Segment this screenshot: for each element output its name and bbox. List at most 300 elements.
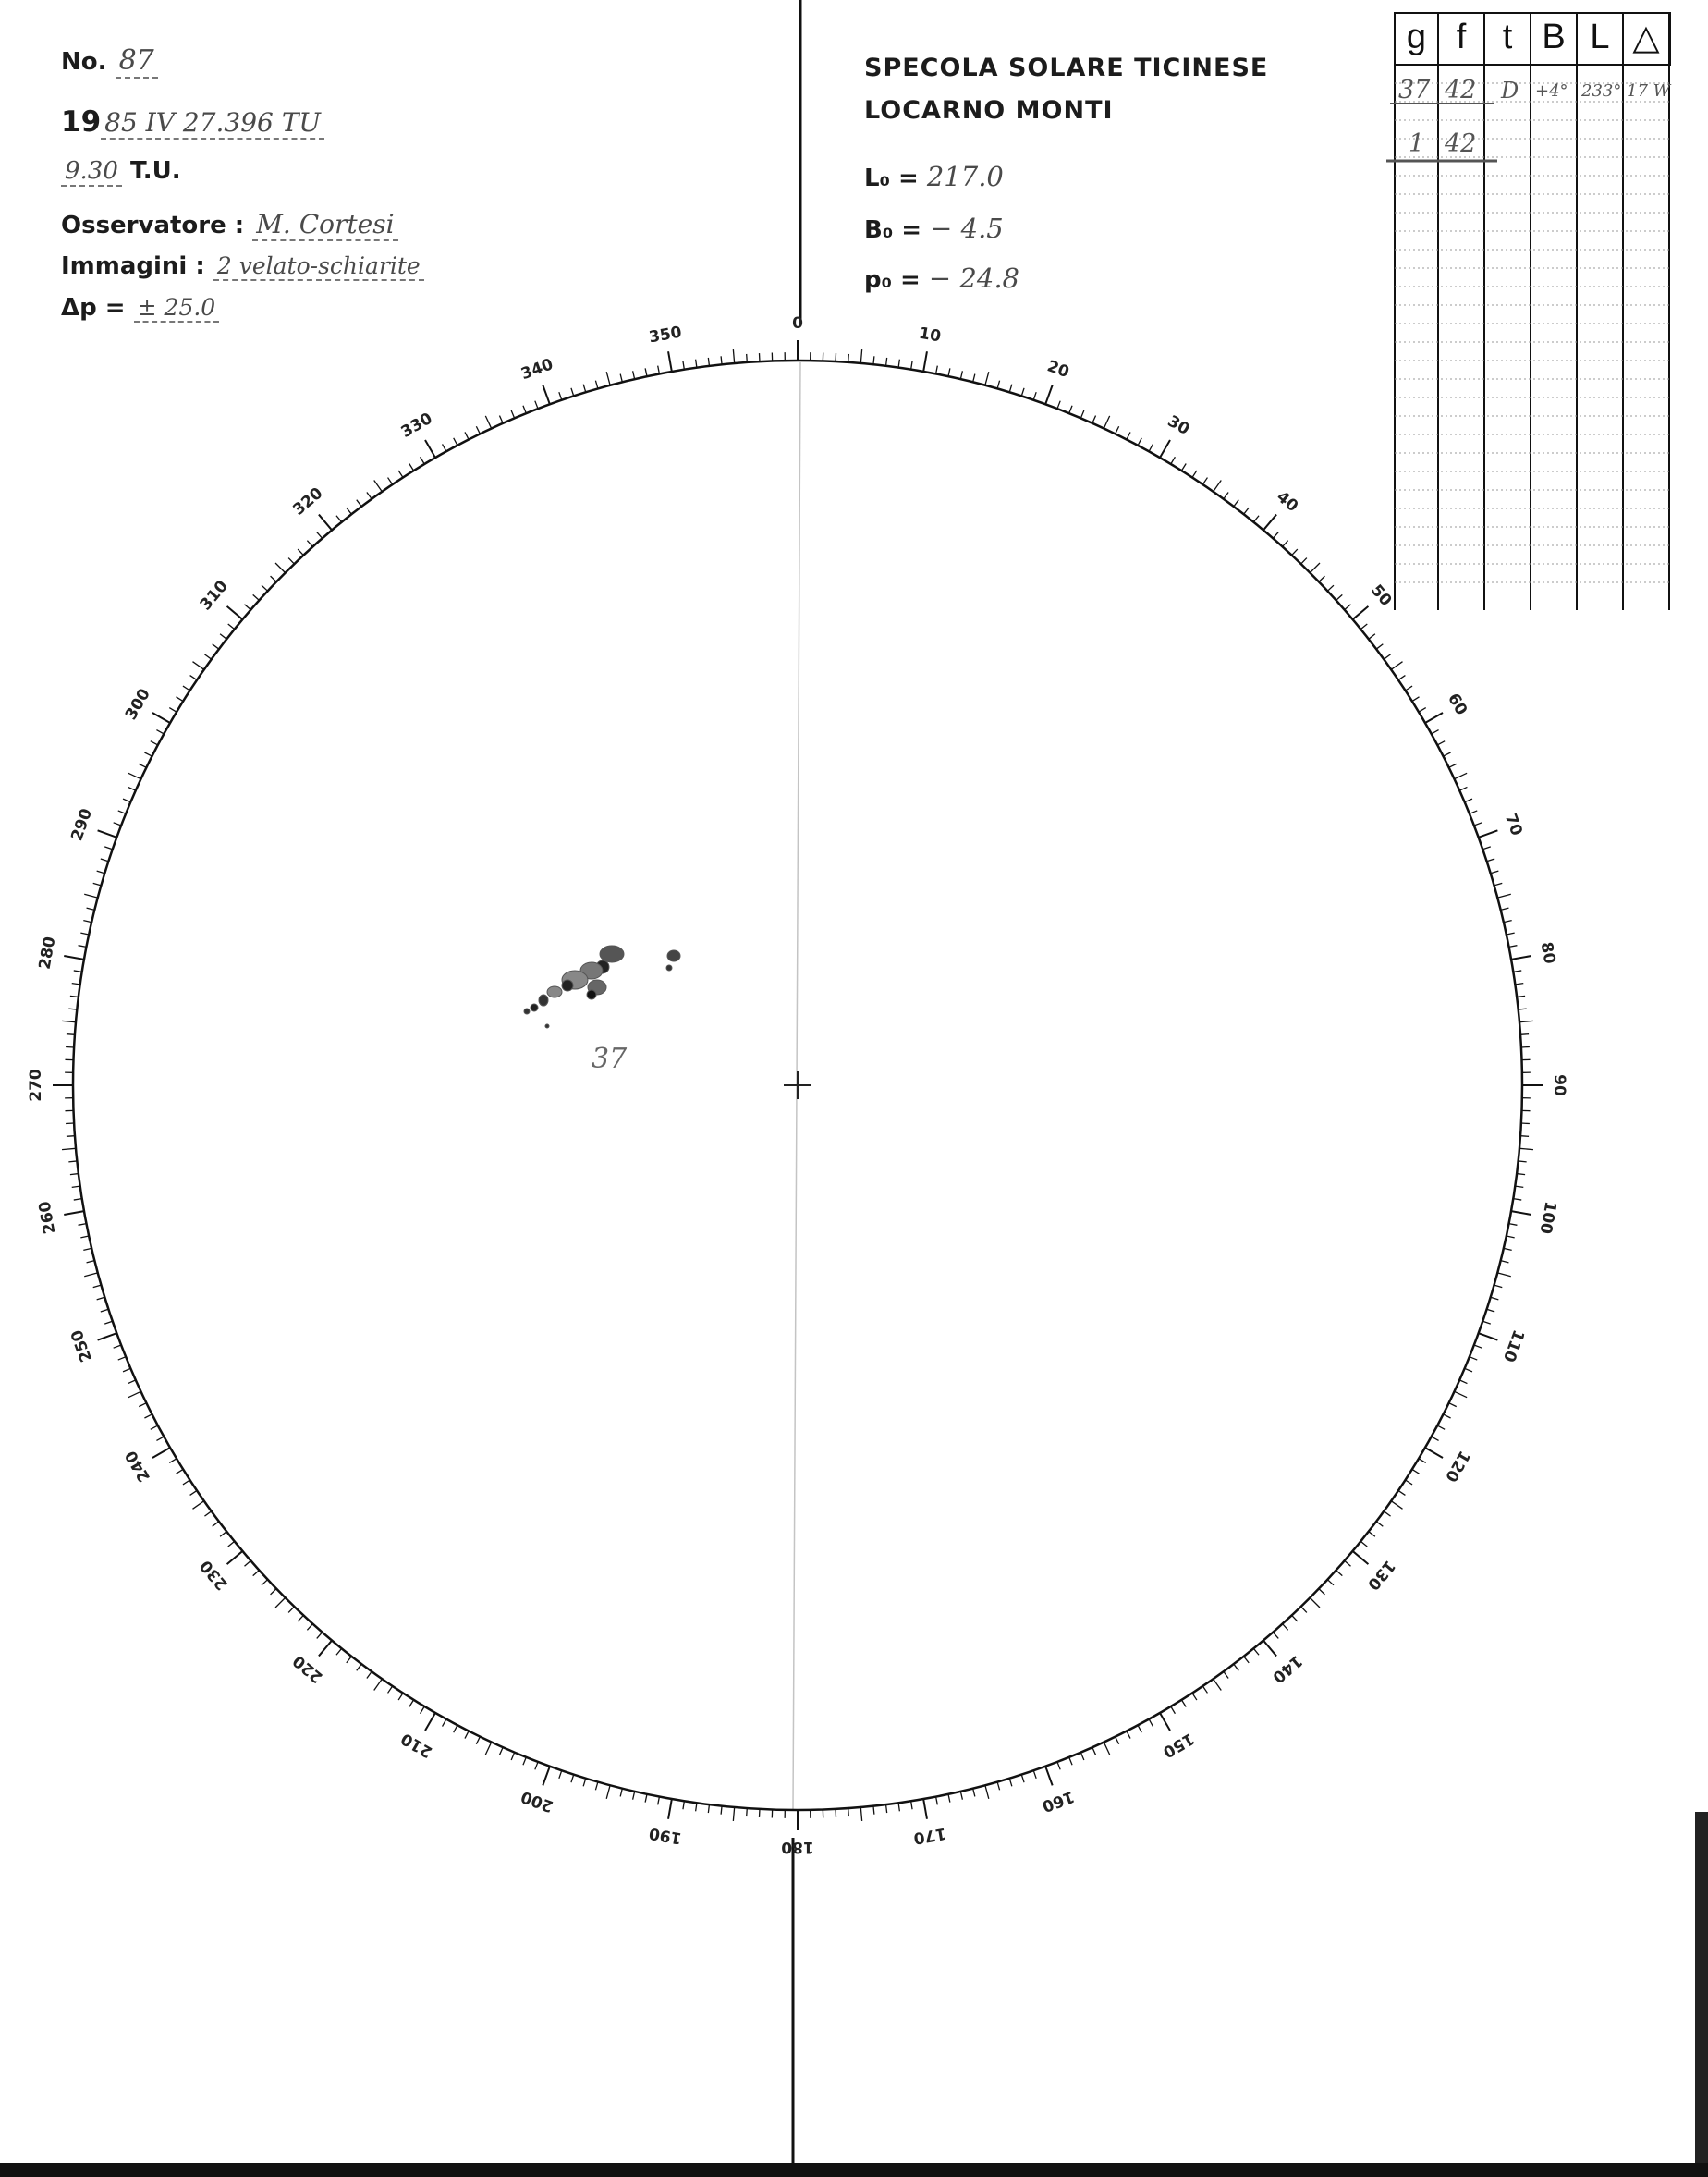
angle-label: 190 [647,1823,684,1848]
angle-tick [1449,1403,1457,1407]
angle-tick [543,1767,550,1786]
date-handwritten: 85 IV 27.396 TU [101,107,324,140]
angle-tick [80,1236,89,1238]
sunspot [600,946,624,962]
angle-tick [1138,438,1141,446]
angle-tick [1384,1511,1390,1516]
angle-tick [747,354,748,362]
angle-label: 140 [1268,1651,1306,1687]
angle-tick [1092,416,1096,423]
angle-tick [245,605,251,610]
angle-tick [923,1799,927,1819]
angle-tick [409,463,414,471]
L0-label: L₀ = [864,165,919,192]
angle-label: 280 [35,935,60,972]
angle-tick [1069,406,1072,413]
angle-tick [485,1743,491,1755]
angle-tick [156,730,164,734]
row1-B: +4° [1535,81,1568,101]
angle-tick [1336,594,1343,600]
angle-tick [645,1794,647,1803]
angle-tick [357,1664,361,1670]
angle-tick [1398,676,1405,680]
angle-tick [747,1808,748,1816]
angle-tick [213,1522,219,1526]
angle-tick [948,368,950,376]
angle-tick [886,1804,887,1813]
angle-tick [708,358,709,366]
angle-tick [595,1782,597,1791]
angle-tick [347,508,352,514]
angle-tick [84,894,97,898]
angle-tick [1033,1770,1036,1779]
angle-label: 300 [121,685,154,724]
angle-tick [192,1501,203,1510]
angle-tick [443,444,446,451]
angle-tick [733,1807,734,1821]
angle-tick [1069,1757,1072,1765]
angle-tick [873,356,874,364]
angle-tick [633,1792,635,1800]
angle-tick [1244,508,1250,514]
angle-tick [1497,1273,1510,1277]
images-label: Immagini : [61,252,205,280]
angle-tick [936,1797,938,1805]
angle-tick [144,1414,152,1418]
time-line [61,157,181,185]
angle-tick [1501,1261,1509,1263]
angle-tick [1470,1357,1477,1360]
angle-tick [633,371,635,379]
delta-line [61,294,219,322]
angle-tick [144,752,152,756]
angle-tick [398,471,403,478]
angle-tick [104,847,113,850]
B0-line [864,213,1004,244]
angle-tick [696,1803,697,1811]
angle-label: 290 [67,806,97,844]
angle-tick [183,1480,190,1485]
angle-label: 150 [1159,1729,1198,1762]
angle-tick [67,1034,75,1035]
angle-tick [1292,1615,1298,1621]
angle-tick [1171,1706,1176,1714]
angle-label: 30 [1164,411,1193,439]
B0-label: B₀ = [864,216,922,244]
angle-tick [336,1648,342,1655]
angle-label: 120 [1441,1447,1474,1486]
angle-label: 330 [397,409,436,442]
angle-tick [1479,830,1498,838]
angle-tick [1273,1633,1278,1639]
angle-tick [84,1273,97,1277]
sunspot [667,950,680,961]
angle-tick [1127,432,1130,439]
angle-tick [973,374,975,383]
angle-tick [114,823,121,826]
angle-tick [535,401,538,409]
angle-tick [606,372,610,385]
angle-tick [997,1782,999,1791]
angle-tick [1487,1309,1495,1312]
angle-tick [1504,1248,1512,1250]
angle-tick [374,480,383,491]
angle-tick [465,1731,469,1739]
angle-tick [499,1747,503,1755]
scan-edge-bottom [0,2163,1708,2177]
angle-tick [985,372,989,385]
angle-tick [1520,1034,1529,1035]
angle-tick [1202,478,1207,484]
angle-tick [1149,1719,1153,1727]
angle-tick [911,361,912,370]
angle-tick [1273,532,1278,539]
angle-tick [176,1469,183,1474]
angle-label: 320 [289,483,327,520]
angle-tick [1519,1161,1527,1162]
angle-tick [271,1589,276,1595]
angle-tick [227,606,243,619]
angle-tick [1511,956,1531,960]
angle-tick [101,859,109,862]
angle-tick [104,1321,113,1324]
angle-tick [1376,644,1383,649]
angle-tick [658,1797,660,1805]
scan-edge-right [1695,1812,1708,2163]
angle-tick [1482,1321,1491,1324]
angle-tick [1376,1522,1383,1526]
angle-tick [152,1448,170,1458]
angle-tick [128,1380,136,1384]
angle-tick [559,392,562,400]
angle-tick [535,1762,538,1769]
sunspot [562,980,573,991]
angle-tick [733,349,734,363]
angle-tick [253,1571,260,1576]
angle-tick [68,1161,77,1162]
row1-delta: 17 W [1627,81,1671,101]
angle-tick [83,1248,92,1250]
angle-tick [1509,1224,1518,1226]
angle-tick [1482,847,1491,850]
row1-f: 42 [1445,76,1477,104]
angle-tick [1491,1297,1499,1300]
P0-label: p₀ = [864,266,921,294]
delta-label: Δp = [61,294,126,322]
angle-tick [62,1148,76,1149]
angle-tick [476,426,480,434]
angle-label: 270 [27,1069,45,1102]
angle-tick [1425,1448,1443,1458]
angle-tick [1444,1414,1451,1418]
angle-tick [128,787,136,790]
angle-tick [1369,634,1375,640]
angle-tick [97,1297,105,1300]
angle-tick [64,956,84,960]
row1-t: D [1501,78,1519,104]
angle-tick [367,1671,372,1678]
angle-tick [985,1785,989,1798]
time-value: 9.30 [61,157,122,187]
angle-tick [1360,1541,1367,1547]
angle-tick [465,432,469,439]
angle-tick [1425,713,1443,723]
angle-tick [1511,1211,1531,1215]
angle-tick [1057,1762,1060,1769]
angle-tick [1116,1737,1119,1744]
angle-tick [347,1657,352,1663]
angle-tick [1149,444,1153,451]
angle-label: 230 [196,1556,232,1594]
angle-tick [620,1789,622,1797]
angle-tick [213,644,219,649]
angle-tick [1292,549,1298,556]
angle-tick [98,1333,117,1340]
angle-tick [79,946,87,948]
sunspot-group [524,946,680,1028]
angle-tick [245,1560,251,1566]
angle-tick [1487,859,1495,862]
angle-tick [97,871,105,874]
angle-label: 110 [1498,1327,1528,1364]
angle-tick [319,1641,332,1657]
angle-tick [1253,516,1259,522]
angle-tick [123,799,130,802]
angle-tick [1234,500,1238,507]
angle-tick [1192,471,1197,478]
angle-tick [898,360,899,368]
institution-location: LOCARNO MONTI [864,96,1114,125]
angle-tick [374,1679,383,1690]
angle-tick [118,1357,126,1360]
angle-tick [1474,1345,1482,1348]
angle-tick [848,354,849,362]
angle-tick [1437,1425,1445,1429]
angle-tick [1327,1580,1334,1585]
angle-tick [1283,541,1288,547]
angle-tick [936,366,938,374]
angle-tick [72,984,80,985]
number-line [61,44,158,77]
angle-tick [1345,605,1351,610]
angle-tick [1360,624,1367,630]
angle-tick [275,563,286,573]
angle-tick [948,1794,950,1803]
angle-tick [1465,799,1472,802]
angle-tick [87,1261,95,1263]
angle-tick [128,1391,141,1397]
angle-tick [1214,1679,1222,1690]
angle-tick [1419,708,1426,713]
angle-tick [1224,492,1228,498]
angle-tick [1283,1624,1288,1631]
angle-label: 310 [196,577,232,615]
date-year-printed: 19 [61,105,102,139]
angle-tick [595,381,597,389]
angle-tick [1455,773,1468,778]
angle-label: 50 [1366,581,1396,610]
angle-tick [1432,730,1439,734]
angle-tick [1301,558,1307,564]
angle-tick [1202,1686,1207,1693]
time-unit: T.U. [129,157,181,185]
angle-tick [499,416,503,423]
angle-tick [721,356,722,364]
angle-tick [443,1719,446,1727]
angle-tick [668,351,672,372]
angle-label: 250 [67,1327,97,1364]
angle-tick [523,406,526,413]
angle-tick [1513,971,1521,972]
P0-line [864,263,1019,294]
angle-label: 90 [1550,1074,1568,1096]
angle-tick [543,385,550,405]
col-header-t: t [1502,17,1513,56]
angle-tick [1092,1747,1096,1755]
angle-tick [421,457,425,464]
angle-tick [1045,1767,1053,1786]
row1-g: 37 [1398,76,1431,104]
angle-tick [1045,385,1053,405]
angle-tick [1080,1753,1084,1760]
angle-tick [1419,1459,1426,1463]
angle-tick [886,358,887,366]
angle-tick [190,676,197,680]
angle-tick [1501,908,1509,910]
angle-tick [1517,1174,1525,1175]
angle-tick [1507,933,1515,935]
angle-label: 0 [792,314,803,333]
L0-line [864,161,1004,192]
angle-tick [571,1775,574,1783]
angle-tick [1398,1490,1405,1495]
col-header-delta: △ [1632,18,1660,57]
angle-tick [860,349,861,363]
angle-tick [606,1785,610,1798]
angle-tick [658,366,660,374]
angle-tick [1080,410,1084,418]
angle-tick [683,361,684,370]
angle-tick [1345,1560,1351,1566]
angle-tick [192,662,203,670]
angle-tick [425,440,435,458]
sunspot [587,990,596,999]
angle-tick [139,764,146,767]
angle-tick [1444,752,1451,756]
angle-tick [398,1694,403,1701]
angle-tick [80,933,89,935]
angle-tick [645,368,647,376]
angle-tick [454,1725,458,1732]
angle-tick [1160,440,1170,458]
angle-tick [1171,457,1176,464]
angle-tick [1437,741,1445,745]
angle-tick [1504,921,1512,923]
angle-tick [1515,1186,1523,1187]
angle-tick [960,1792,962,1800]
col-header-B: B [1542,17,1566,56]
angle-tick [1459,787,1467,790]
angle-tick [1515,984,1523,985]
row1-L: 233° [1581,81,1622,101]
angle-tick [74,1199,82,1200]
angle-tick [152,713,170,723]
angle-tick [696,360,697,368]
angle-tick [176,697,183,702]
angle-tick [275,1597,286,1608]
angle-tick [228,1541,235,1547]
B0-value: − 4.5 [930,213,1004,244]
angle-tick [288,1607,294,1612]
angle-tick [1412,1469,1420,1474]
angle-tick [1214,480,1222,491]
angle-tick [298,1615,303,1621]
angle-tick [271,576,276,581]
angle-tick [511,1753,515,1760]
angle-tick [620,374,622,383]
angle-tick [1181,463,1186,471]
angle-tick [319,515,332,531]
angle-tick [1353,1551,1369,1564]
angle-label: 240 [121,1447,154,1486]
angle-tick [262,1580,268,1585]
angle-tick [139,1403,146,1407]
angle-tick [1353,606,1369,619]
angle-tick [425,1713,435,1731]
angle-tick [1021,388,1024,397]
angle-tick [93,883,102,885]
angle-tick [1465,1368,1472,1372]
angle-tick [1181,1700,1186,1707]
angle-tick [1449,764,1457,767]
angle-tick [1021,1775,1024,1783]
sunspot [539,995,548,1006]
sunspot [547,986,562,997]
angle-tick [511,410,515,418]
angle-tick [227,1551,243,1564]
angle-tick [1310,1597,1320,1608]
angle-tick [1057,401,1060,409]
angle-label: 200 [518,1786,556,1816]
angle-tick [336,516,342,522]
angle-tick [220,1532,226,1537]
angle-tick [1310,563,1320,573]
col-header-L: L [1590,17,1610,56]
angle-tick [1384,654,1390,659]
angle-tick [1127,1731,1130,1739]
angle-tick [228,624,235,630]
col-header-g: g [1406,17,1427,56]
angle-tick [1138,1725,1141,1732]
angle-tick [1009,385,1012,393]
angle-tick [1509,946,1518,948]
angle-tick [151,741,158,745]
angle-tick [367,492,372,498]
angle-tick [668,1799,672,1819]
angle-tick [169,708,177,713]
angle-tick [1116,426,1119,434]
angle-tick [997,381,999,389]
angle-tick [476,1737,480,1744]
angle-tick [583,1779,586,1787]
angle-tick [64,1211,84,1215]
angle-label: 80 [1536,940,1559,966]
angle-label: 180 [781,1838,814,1856]
angle-tick [67,1136,75,1137]
angle-label: 340 [518,355,556,385]
angle-tick [1327,585,1334,591]
angle-tick [1336,1571,1343,1576]
